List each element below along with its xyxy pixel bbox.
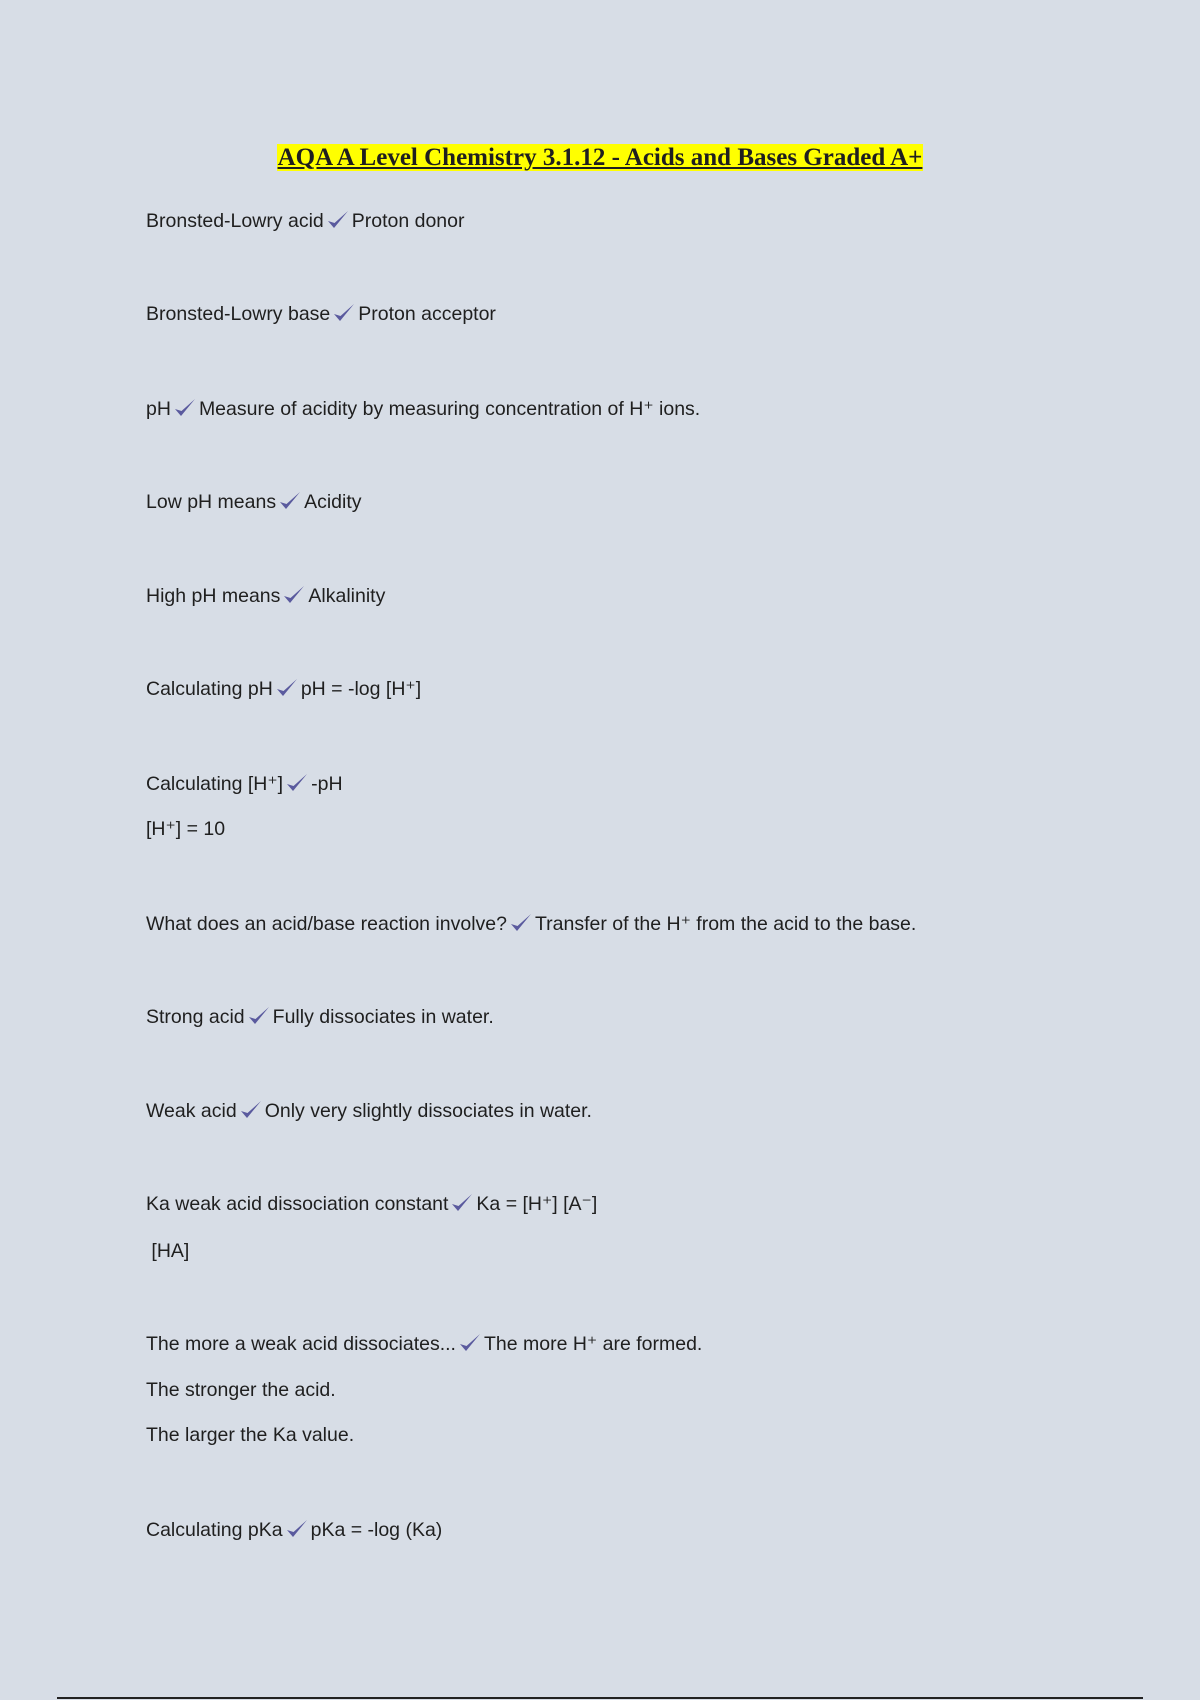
- qa-term: Calculating pKa: [146, 1519, 283, 1541]
- qa-answer: Transfer of the H⁺ from the acid to the base.: [534, 913, 917, 935]
- qa-row-9: [146, 1004, 494, 1030]
- qa-row-12-extra-2: The larger the Ka value.: [146, 1424, 355, 1446]
- qa-answer: Fully dissociates in water.: [272, 1006, 494, 1028]
- qa-term: The more a weak acid dissociates...: [146, 1333, 456, 1355]
- qa-term: Bronsted-Lowry base: [146, 303, 331, 325]
- qa-answer: Acidity: [304, 491, 362, 513]
- checkmark-icon: [240, 1100, 262, 1120]
- qa-row-2: [146, 301, 496, 327]
- qa-row-7-extra: [H⁺] = 10: [146, 818, 226, 840]
- qa-answer: Measure of acidity by measuring concentration of H⁺ ions.: [198, 398, 701, 420]
- qa-answer: Ka = [H⁺] [A⁻]: [476, 1193, 598, 1215]
- qa-answer: pKa = -log (Ka): [310, 1519, 443, 1541]
- checkmark-icon: [283, 585, 305, 605]
- document-title-text: AQA A Level Chemistry 3.1.12 - Acids and Bases Graded A+: [277, 144, 923, 171]
- checkmark-icon: [279, 491, 301, 511]
- qa-term: Low pH means: [146, 491, 277, 513]
- qa-answer: Proton acceptor: [358, 303, 496, 325]
- qa-row-7: [146, 771, 343, 797]
- checkmark-icon: [459, 1333, 481, 1353]
- qa-answer: -pH: [311, 773, 343, 795]
- qa-answer: Proton donor: [351, 210, 465, 232]
- qa-term: Calculating [H⁺]: [146, 773, 284, 795]
- qa-row-11-extra: [HA]: [146, 1240, 190, 1262]
- qa-row-12-extra-1: The stronger the acid.: [146, 1379, 336, 1401]
- qa-term: Weak acid: [146, 1100, 237, 1122]
- qa-term: Strong acid: [146, 1006, 245, 1028]
- checkmark-icon: [286, 1519, 308, 1539]
- document-title: [0, 141, 1200, 175]
- qa-row-13: [146, 1517, 442, 1543]
- checkmark-icon: [276, 678, 298, 698]
- qa-answer: pH = -log [H⁺]: [300, 678, 422, 700]
- checkmark-icon: [248, 1006, 270, 1026]
- qa-term: What does an acid/base reaction involve?: [146, 913, 507, 935]
- page-bottom-rule: [57, 1697, 1143, 1699]
- qa-answer: Alkalinity: [308, 585, 386, 607]
- qa-term: High pH means: [146, 585, 281, 607]
- qa-term: Calculating pH: [146, 678, 273, 700]
- checkmark-icon: [286, 773, 308, 793]
- qa-row-1: [146, 208, 465, 234]
- qa-term: Bronsted-Lowry acid: [146, 210, 324, 232]
- qa-row-5: [146, 583, 385, 609]
- qa-answer: Only very slightly dissociates in water.: [264, 1100, 592, 1122]
- qa-term: pH: [146, 398, 171, 420]
- checkmark-icon: [510, 913, 532, 933]
- checkmark-icon: [174, 398, 196, 418]
- checkmark-icon: [327, 210, 349, 230]
- checkmark-icon: [451, 1193, 473, 1213]
- qa-row-8: [146, 911, 916, 937]
- qa-row-12: [146, 1331, 702, 1357]
- qa-row-11: [146, 1191, 597, 1217]
- qa-row-3: [146, 396, 700, 422]
- checkmark-icon: [333, 303, 355, 323]
- qa-row-10: [146, 1098, 592, 1124]
- qa-term: Ka weak acid dissociation constant: [146, 1193, 449, 1215]
- qa-row-6: [146, 676, 421, 702]
- qa-answer: The more H⁺ are formed.: [483, 1333, 703, 1355]
- qa-row-4: [146, 489, 362, 515]
